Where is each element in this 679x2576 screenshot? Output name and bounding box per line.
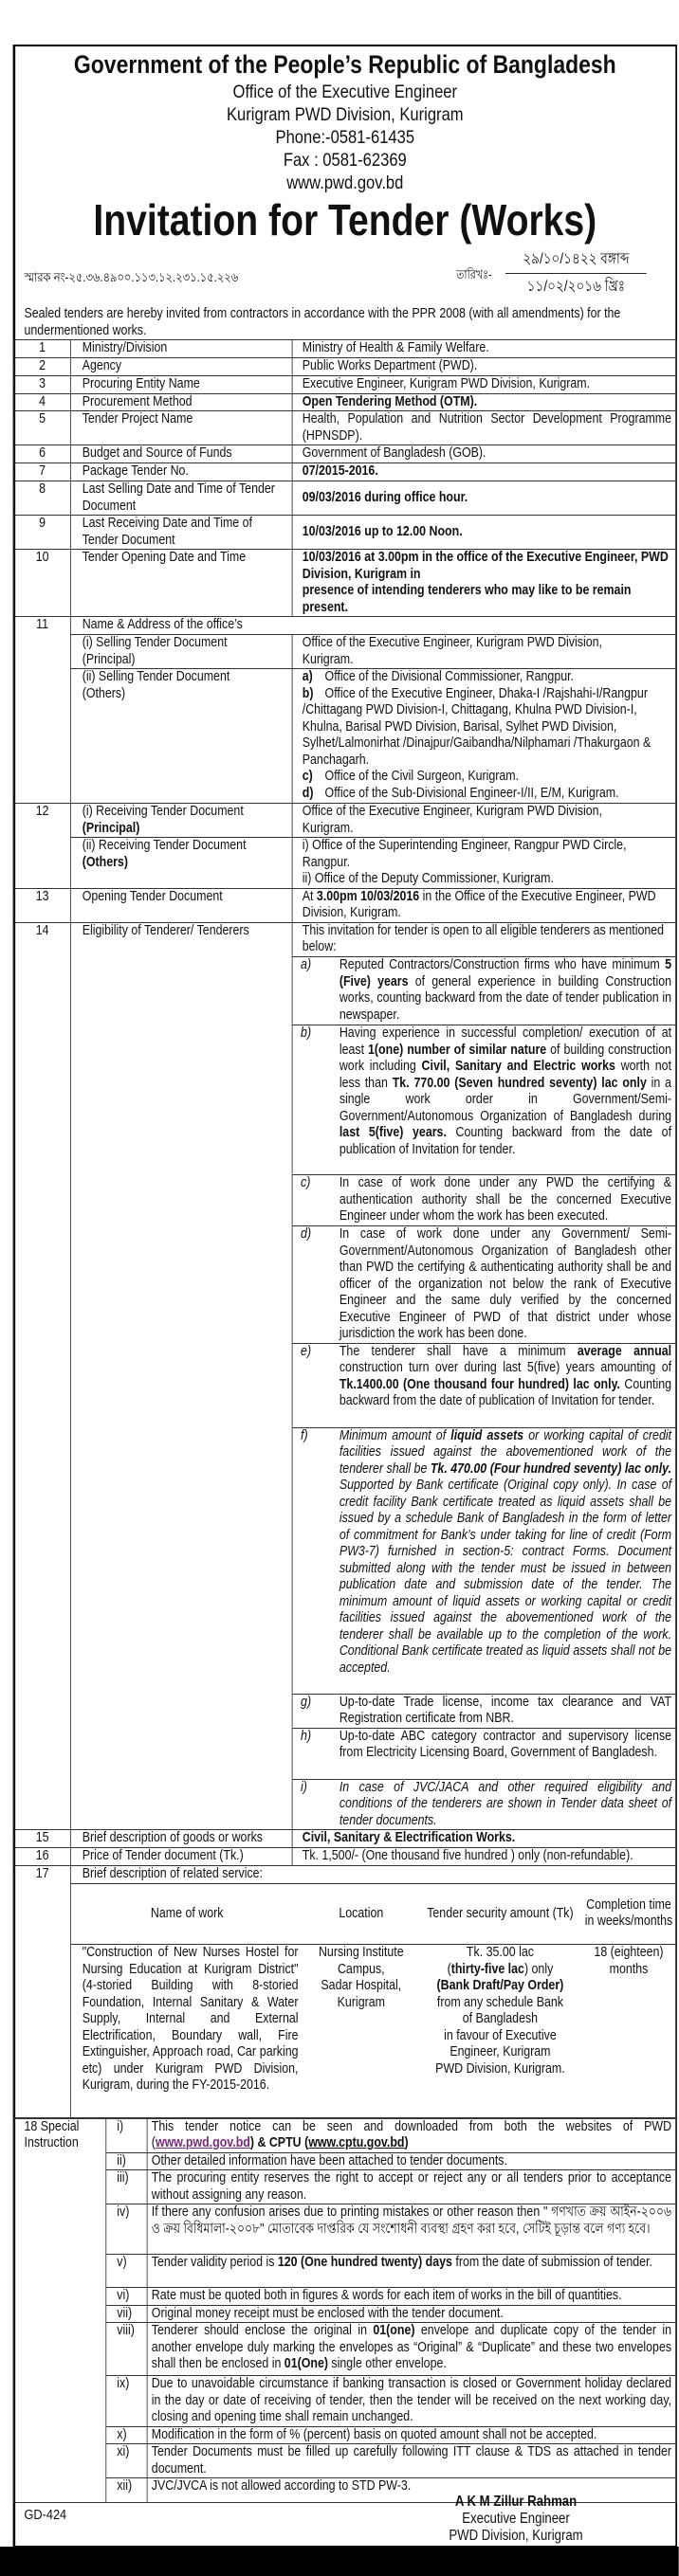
criteria-marker: g) xyxy=(293,1694,337,1728)
instruction-marker: v) xyxy=(106,2255,147,2288)
row-value xyxy=(292,340,676,358)
row-label xyxy=(70,445,292,463)
table-row xyxy=(14,516,677,550)
criteria-item xyxy=(293,1226,677,1344)
website: www.pwd.gov.bd xyxy=(286,172,404,193)
instruction-text xyxy=(147,2170,676,2204)
row-value xyxy=(292,888,676,922)
row-label xyxy=(70,550,292,617)
row-value xyxy=(292,463,676,481)
text-segment: Tk. 1,500/- (One thousand five hundred ) only (non-refundable). xyxy=(302,1848,633,1863)
row-label xyxy=(70,1865,676,1883)
text-segment: Up-to-date Trade license, income tax clearance and VAT Registration certificate from NBR. xyxy=(339,1694,672,1726)
text-segment: Up-to-date ABC category contractor and supervisory license from Electricity Licensing Board, Government of Bangladesh. xyxy=(339,1728,672,1760)
text-segment: envelope and duplicate copy of the tender in another envelope duly marking the envelopes as “Original” & “Duplicate” and these two envelopes shall then be enclosed in xyxy=(151,2323,672,2371)
text-segment: Public Works Department (PWD). xyxy=(302,357,478,373)
table-row xyxy=(14,357,677,375)
text-segment: 5 (Five) years xyxy=(339,957,672,989)
table-row xyxy=(14,445,677,463)
text-segment: Procurement Method xyxy=(82,393,193,409)
text-segment: of building construction work including xyxy=(339,1042,672,1074)
criteria-text xyxy=(336,1694,676,1728)
text-segment: Civil, Sanitary & Electrification Works. xyxy=(302,1830,516,1845)
text-segment: Procuring Entity Name xyxy=(82,375,200,391)
row-label xyxy=(70,411,292,445)
instruction-marker: i) xyxy=(106,2118,147,2152)
government-heading: Government of the People’s Republic of Bangladesh xyxy=(73,50,616,79)
text-segment: Open Tendering Method (OTM). xyxy=(302,393,478,409)
notice-title: Invitation for Tender (Works) xyxy=(93,195,597,245)
text-segment: In case of work done under any PWD the certifying & authentication authority shall be the concerned Executive Engineer under whom the work has been executed. xyxy=(339,1175,672,1224)
tender-details-table xyxy=(13,339,677,2118)
row-label xyxy=(70,340,292,358)
text-segment: Last Selling Date and Time of Tender Document xyxy=(82,481,275,514)
text-segment: (Bank Draft/Pay Order) xyxy=(436,1978,564,1993)
row-label xyxy=(70,393,292,411)
text-segment: last 5(five) years. xyxy=(339,1125,447,1140)
text-segment: The procuring entity reserves the right to accept or reject any or all tenders prior to acceptance without assigning any reason. xyxy=(151,2170,672,2203)
text-segment: Having experience in successful completion/ execution of at least xyxy=(339,1025,672,1058)
instruction-text xyxy=(147,2255,676,2288)
text-segment: (i) Selling Tender Document (Principal) xyxy=(82,635,228,667)
office-list-item xyxy=(303,769,671,786)
text-segment: from any schedule Bank of Bangladesh in favour of Executive Engineer, Kurigram PWD Division, Kurigram. xyxy=(435,1994,565,2077)
office-list-item xyxy=(303,669,671,686)
row-label xyxy=(70,1848,292,1866)
subrow-label xyxy=(70,635,292,669)
row-value xyxy=(292,357,676,375)
row-label xyxy=(70,888,292,922)
row-value xyxy=(292,1848,676,1866)
instruction-marker: ii) xyxy=(106,2152,147,2170)
table-row xyxy=(14,888,677,922)
subrow-value xyxy=(292,669,676,804)
signatory-name: A K M Zillur Rahman xyxy=(454,2494,578,2510)
criteria-text xyxy=(336,1779,676,1829)
criteria-text xyxy=(336,1025,676,1175)
tender-security-amount xyxy=(419,1945,581,2117)
criteria-intro xyxy=(293,923,677,957)
office-list-item xyxy=(303,686,671,770)
special-instruction-item xyxy=(14,2288,677,2306)
special-instruction-item xyxy=(14,2305,677,2323)
text-segment: Ministry of Health & Family Welfare. xyxy=(302,340,489,355)
works-row xyxy=(71,1945,676,2117)
row-number: 7 xyxy=(14,463,71,481)
text-segment: Office of the Executive Engineer, Kurigram PWD Division, Kurigram. xyxy=(302,804,602,836)
text-segment: Tk. 35.00 lac ( xyxy=(447,1945,534,1977)
row-label xyxy=(70,922,292,1830)
tender-details xyxy=(13,339,676,2503)
works-column-header: Location xyxy=(303,1884,419,1945)
phone-number: Phone:-0581-61435 xyxy=(275,127,415,148)
works-column-header: Tender security amount (Tk) xyxy=(419,1884,581,1945)
list-text: Office of the Divisional Commissioner, Rangpur. xyxy=(324,669,575,684)
text-segment: Office of the Executive Engineer, Kurigram PWD Division, Kurigram. xyxy=(302,635,602,667)
criteria-text xyxy=(336,1728,676,1779)
special-instruction-item xyxy=(14,2204,677,2255)
division-name: Kurigram PWD Division, Kurigram xyxy=(226,104,464,125)
text-segment: worth not less than xyxy=(339,1059,672,1091)
special-instruction-item xyxy=(14,2376,677,2427)
criteria-text xyxy=(336,1175,676,1226)
row-number: 10 xyxy=(14,550,71,617)
text-segment: Tender Opening Date and Time xyxy=(82,550,247,565)
row-number: 16 xyxy=(14,1848,71,1866)
text-segment: 10/03/2016 at 3.00pm in the office of the Executive Engineer, PWD Division, Kurigram in presence of intending tenderers who may like to be remain present. xyxy=(302,550,669,615)
bottom-black-bar xyxy=(0,2547,679,2576)
criteria-marker: c) xyxy=(293,1175,337,1226)
special-instructions-table xyxy=(13,2118,677,2504)
table-row xyxy=(14,1830,677,1848)
works-table xyxy=(71,1884,676,2117)
criteria-item xyxy=(293,1427,677,1694)
list-marker: c) xyxy=(302,769,313,784)
text-segment: Government of Bangladesh (GOB). xyxy=(302,445,486,461)
criteria-marker: b) xyxy=(293,1025,337,1175)
criteria-item xyxy=(293,1728,677,1779)
text-segment: Supported by Bank certificate (Original copy only). In case of credit facility Bank certificate treated as liquid assets shall be issued by a schedule Bank of Bangladesh in the form of letter of commitment for Bank’s under taking for line of credit (Form PW3-7) furnished in section-5: contract Forms. Document submitted along with the tender must be issued in between publication date and submission date of the tender. The minimum amount of liquid assets or working capital or credit facilities issued against the abovementioned work of the tenderer shall be available up to the completion of the work. Conditional Bank certificate treated as liquid assets shall not be accepted. xyxy=(339,1478,672,1676)
table-subrow xyxy=(14,804,677,838)
special-instruction-item xyxy=(14,2444,677,2478)
table-row xyxy=(14,922,677,1830)
row-number: 12 xyxy=(14,804,71,889)
text-segment: Tender validity period is xyxy=(151,2255,278,2270)
instruction-marker: vi) xyxy=(106,2288,147,2306)
signatory-title: Executive Engineer xyxy=(462,2511,570,2527)
text-segment: Tk. 770.00 (Seven hundred seventy) lac only xyxy=(392,1075,647,1091)
text-segment: single other envelope. xyxy=(327,2356,447,2371)
special-instruction-item xyxy=(14,2152,677,2170)
text-segment: 07/2015-2016. xyxy=(302,463,378,479)
instruction-marker: xi) xyxy=(106,2444,147,2478)
text-segment: Civil, Sanitary and Electric works xyxy=(421,1059,615,1074)
text-segment: ) & CPTU ( xyxy=(249,2135,309,2150)
text-segment: www.cptu.gov.bd xyxy=(308,2135,405,2150)
text-segment: ) xyxy=(404,2135,409,2150)
text-segment: Last Receiving Date and Time of Tender Document xyxy=(82,516,252,548)
instruction-marker: xii) xyxy=(106,2478,147,2503)
row-number: 2 xyxy=(14,357,71,375)
text-segment: Tk. 470.00 (Four hundred seventy) lac only. xyxy=(430,1460,672,1477)
work-location: Nursing Institute Campus, Sadar Hospital, Kurigram xyxy=(303,1945,419,2117)
text-segment: Ministry/Division xyxy=(82,340,168,355)
table-row xyxy=(14,1883,677,2117)
criteria-marker: i) xyxy=(293,1779,337,1829)
special-instruction-item xyxy=(14,2255,677,2288)
row-value xyxy=(292,375,676,393)
criteria-table xyxy=(293,923,677,1830)
memo-reference: স্মারক নং-২৫.৩৬.৪৯০০.১১৩.১২.২৩১.১৫.২২৬ xyxy=(24,270,239,284)
text-segment: 01(one) xyxy=(373,2323,415,2338)
text-segment: from the date of submission of tender. xyxy=(451,2255,652,2270)
table-row xyxy=(14,411,677,445)
instruction-text xyxy=(147,2305,676,2323)
fax-number: Fax : 0581-62369 xyxy=(283,150,407,171)
list-text: Office of the Civil Surgeon, Kurigram. xyxy=(324,769,520,784)
list-marker: b) xyxy=(302,685,314,701)
text-segment: Tender Documents must be filled up carefully following ITT clause & TDS as attached in tender document. xyxy=(151,2444,672,2476)
row-number: 6 xyxy=(14,445,71,463)
text-segment: i) Office of the Superintending Engineer, Rangpur PWD Circle, Rangpur. ii) Office of the Deputy Commissioner, Kurigram. xyxy=(302,838,627,886)
subrow-label xyxy=(70,838,292,889)
text-segment: (ii) Selling Tender Document (Others) xyxy=(82,669,230,701)
table-row xyxy=(14,375,677,393)
text-segment: (Principal) xyxy=(82,820,140,836)
row-number: 9 xyxy=(14,516,71,550)
instruction-marker: iii) xyxy=(106,2170,147,2204)
criteria-intro-text xyxy=(293,923,677,957)
text-segment: 01(One) xyxy=(284,2356,328,2371)
instruction-text xyxy=(147,2152,676,2170)
criteria-item xyxy=(293,1779,677,1829)
subrow-value xyxy=(292,804,676,838)
instruction-text xyxy=(147,2426,676,2444)
row-value xyxy=(292,516,676,550)
text-segment: 10/03/2016 up to 12.00 Noon. xyxy=(302,523,463,539)
subrow-value xyxy=(292,838,676,889)
text-segment: liquid assets xyxy=(450,1427,524,1443)
criteria-marker: a) xyxy=(293,957,337,1025)
text-segment: Name & Address of the office’s xyxy=(82,617,243,632)
text-segment: Budget and Source of Funds xyxy=(82,445,232,461)
instruction-marker: iv) xyxy=(106,2204,147,2255)
text-segment: Agency xyxy=(82,357,122,373)
text-segment: or working capital of credit facilities issued against the abovementioned work of the tenderer shall be xyxy=(339,1427,672,1477)
text-segment: In case of JVC/JACA and other required eligibility and conditions of the tenderers are shown in Tender data sheet of tender documents. xyxy=(339,1779,672,1828)
row-number: 4 xyxy=(14,393,71,411)
eligibility-criteria xyxy=(292,922,676,1830)
criteria-marker: d) xyxy=(293,1226,337,1344)
instruction-marker: vii) xyxy=(106,2305,147,2323)
instruction-marker: x) xyxy=(106,2426,147,2444)
special-instruction-item xyxy=(14,2323,677,2376)
text-segment: In case of work done under any Government/ Semi-Government/Autonomous Organization of Bangladesh other than PWD the certifying & authenticating authority shall be and officer of the organization not below the rank of Executive Engineer and the same duly verified by the concerned Executive Engineer of PWD of that district under whose jurisdiction the work has been done. xyxy=(339,1226,672,1341)
text-segment: Eligibility of Tenderer/ Tenderers xyxy=(82,922,249,938)
date-gregorian: ১১/০২/২০১৬ খ্রিঃ xyxy=(526,279,625,295)
criteria-marker: f) xyxy=(293,1427,337,1694)
text-segment: Modification in the form of % (percent) basis on quoted amount shall not be accepted. xyxy=(151,2426,597,2442)
text-segment: Reputed Contractors/Construction firms who have minimum xyxy=(339,957,666,972)
date-label: তারিখঃ- xyxy=(456,267,492,281)
completion-time: 18 (eighteen) months xyxy=(581,1945,676,2117)
text-segment: ) only xyxy=(523,1961,554,1977)
text-segment: Brief description of goods or works xyxy=(82,1830,263,1845)
text-segment: Opening Tender Document xyxy=(82,888,223,904)
text-segment: Brief description of related service: xyxy=(82,1865,263,1881)
text-segment: (Others) xyxy=(82,854,128,870)
row-number: 15 xyxy=(14,1830,71,1848)
special-instruction-label: 18 Special Instruction xyxy=(14,2118,106,2503)
instruction-text xyxy=(147,2323,676,2376)
criteria-item xyxy=(293,1694,677,1728)
text-segment: (ii) Receiving Tender Document xyxy=(82,838,247,853)
works-header-row xyxy=(71,1884,676,1945)
link[interactable]: www.pwd.gov.bd xyxy=(155,2135,250,2150)
row-label xyxy=(70,463,292,481)
works-column-header: Name of work xyxy=(71,1884,303,1945)
table-subrow xyxy=(14,669,677,804)
instruction-text xyxy=(147,2376,676,2427)
text-segment: Package Tender No. xyxy=(82,463,189,479)
table-row xyxy=(14,463,677,481)
text-segment: Minimum amount of xyxy=(339,1427,451,1443)
office-name: Office of the Executive Engineer xyxy=(232,82,458,102)
list-text: Office of the Executive Engineer, Dhaka-I /Rajshahi-I/Rangpur /Chittagang PWD Division-I, Chittagang, Khulna PWD Division-I, Khulna, Barisal PWD Division, Barisal, Sylhet PWD Division, Sylhet/Lalmonirhat /Dinajpur/Gaibandha/Nilphamari /Thakurgaon & Panchagarh. xyxy=(302,685,651,768)
text-segment: JVC/JVCA is not allowed according to STD PW-3. xyxy=(151,2478,412,2494)
text-segment: (i) Receiving Tender Document xyxy=(82,804,244,819)
row-label xyxy=(70,516,292,550)
works-table-cell xyxy=(70,1883,676,2117)
subrow-label xyxy=(70,804,292,838)
special-instruction-item xyxy=(14,2170,677,2204)
text-segment: Executive Engineer, Kurigram PWD Division, Kurigram. xyxy=(302,375,591,391)
criteria-item xyxy=(293,957,677,1025)
row-value xyxy=(292,393,676,411)
subrow-label xyxy=(70,669,292,804)
text-segment: number of similar nature xyxy=(407,1042,547,1058)
text-segment: Tenderer should enclose the original in xyxy=(151,2323,374,2338)
table-row xyxy=(14,617,677,635)
text-segment: This tender notice can be seen and downloaded from both the websites of PWD ( xyxy=(151,2118,672,2150)
list-text: Office of the Sub-Divisional Engineer-I/II, E/M, Kurigram. xyxy=(324,785,619,801)
table-row xyxy=(14,550,677,617)
text-segment: 09/03/2016 during office hour. xyxy=(302,489,468,505)
text-segment: If there any confusion arises due to printing mistakes or other reason then " গণখাত ক্রয় আইন-২০০৬ ও ক্রয় বিধিমালা-২০০৮" মোতাবেক দাপ্তরিক যে সংশোধনী ব্যবস্থা গ্রহণ করা হবে, সেটিই চূড়ান্ত বলে গণ্য হবে। xyxy=(151,2204,672,2237)
table-row xyxy=(14,1848,677,1866)
row-label xyxy=(70,1830,292,1848)
text-segment: Rate must be quoted both in figures & words for each item of works in the bill of quantities. xyxy=(151,2288,622,2303)
criteria-item xyxy=(293,1343,677,1427)
row-number: 11 xyxy=(14,617,71,804)
row-value xyxy=(292,445,676,463)
text-segment: Due to unavoidable circumstance if banking transaction is closed or Government holiday declared in the day or date of receiving of tender, then the tender will be received on the next working day, closing and opening time shall remain unchanged. xyxy=(151,2376,672,2424)
row-label xyxy=(70,617,676,635)
text-segment: Tk.1400.00 (One thousand four hundred) lac only. xyxy=(339,1376,621,1392)
criteria-item xyxy=(293,1025,677,1175)
text-segment: in a single work order in Government/Semi-Government/Autonomous Organization of Bangladesh during xyxy=(339,1075,672,1124)
row-value xyxy=(292,1830,676,1848)
office-list-item xyxy=(303,786,671,803)
row-number: 3 xyxy=(14,375,71,393)
row-label xyxy=(70,481,292,516)
table-row xyxy=(14,340,677,358)
instruction-text xyxy=(147,2444,676,2478)
criteria-text xyxy=(336,957,676,1025)
special-instruction-item xyxy=(14,2426,677,2444)
gd-code: GD-424 xyxy=(24,2507,67,2523)
instruction-marker: viii) xyxy=(106,2323,147,2376)
criteria-item xyxy=(293,1175,677,1226)
instruction-marker: ix) xyxy=(106,2376,147,2427)
text-segment: Health, Population and Nutrition Sector Development Programme (HPNSDP). xyxy=(302,411,672,444)
instruction-text xyxy=(147,2204,676,2255)
text-segment: in the Office of the Executive Engineer, PWD Division, Kurigram. xyxy=(302,888,656,920)
instruction-text xyxy=(147,2118,676,2152)
row-label xyxy=(70,357,292,375)
row-value xyxy=(292,550,676,617)
subrow-value xyxy=(292,635,676,669)
text-segment: 1(one) xyxy=(368,1042,404,1058)
row-label xyxy=(70,375,292,393)
intro-paragraph: Sealed tenders are hereby invited from contractors in accordance with the PPR 2008 (with all amendments) for the undermentioned works. xyxy=(24,306,621,338)
works-column-header: Completion time in weeks/months xyxy=(581,1884,676,1945)
text-segment: thirty-five lac xyxy=(450,1961,524,1977)
criteria-text xyxy=(336,1343,676,1427)
table-subrow xyxy=(14,635,677,669)
criteria-marker: e) xyxy=(293,1343,337,1427)
text-segment: 3.00pm 10/03/2016 xyxy=(316,888,420,904)
row-number: 5 xyxy=(14,411,71,445)
row-number: 8 xyxy=(14,481,71,516)
text-segment: Tender Project Name xyxy=(82,411,193,426)
text-segment: Original money receipt must be enclosed with the tender document. xyxy=(151,2305,504,2321)
row-value xyxy=(292,481,676,516)
text-segment: This invitation for tender is open to all eligible tenderers as mentioned below: xyxy=(302,922,665,954)
list-marker: a) xyxy=(302,669,313,684)
text-segment: 120 (One hundred twenty) days xyxy=(277,2255,452,2270)
row-number: 13 xyxy=(14,888,71,922)
date-bengali-calendar: ২৯/১০/১৪২২ বঙ্গাব্দ xyxy=(505,250,647,274)
text-segment: The tenderer shall have a minimum xyxy=(339,1343,578,1359)
row-number: 17 xyxy=(14,1865,71,2117)
criteria-text xyxy=(336,1427,676,1694)
signatory-office: PWD Division, Kurigram xyxy=(449,2528,583,2544)
table-subrow xyxy=(14,838,677,889)
special-instruction-item xyxy=(14,2118,677,2152)
work-name: "Construction of New Nurses Hostel for Nursing Education at Kurigram District" (4-storied Building with 8-storied Foundation, Internal Sanitary & Water Supply, Internal and External Electrification, Boundary wall, Fire Extinguisher, Approach road, Car parking etc) under Kurigram PWD Division, Kurigram, during the FY-2015-2016. xyxy=(71,1945,303,2117)
table-row xyxy=(14,1865,677,1883)
text-segment: Price of Tender document (Tk.) xyxy=(82,1848,244,1863)
instruction-text xyxy=(147,2288,676,2306)
row-value xyxy=(292,411,676,445)
text-segment: average annual xyxy=(577,1343,672,1359)
text-segment: Counting backward from the date of publication of Invitation for tender. xyxy=(339,1125,672,1157)
text-segment: At xyxy=(302,888,317,904)
text-segment: Counting backward from the date of publication of Invitation for tender. xyxy=(339,1376,672,1408)
row-number: 1 xyxy=(14,340,71,358)
row-number: 14 xyxy=(14,922,71,1830)
table-row xyxy=(14,393,677,411)
text-segment: of general experience in building Construction works, counting backward from the date of tender publication in newspaper. xyxy=(339,973,672,1023)
criteria-text xyxy=(336,1226,676,1344)
text-segment: construction turn over during last 5(five) years amounting of xyxy=(339,1360,672,1375)
list-marker: d) xyxy=(302,785,314,801)
text-segment: Other detailed information have been attached to tender documents. xyxy=(151,2152,507,2168)
criteria-marker: h) xyxy=(293,1728,337,1779)
table-row xyxy=(14,481,677,516)
